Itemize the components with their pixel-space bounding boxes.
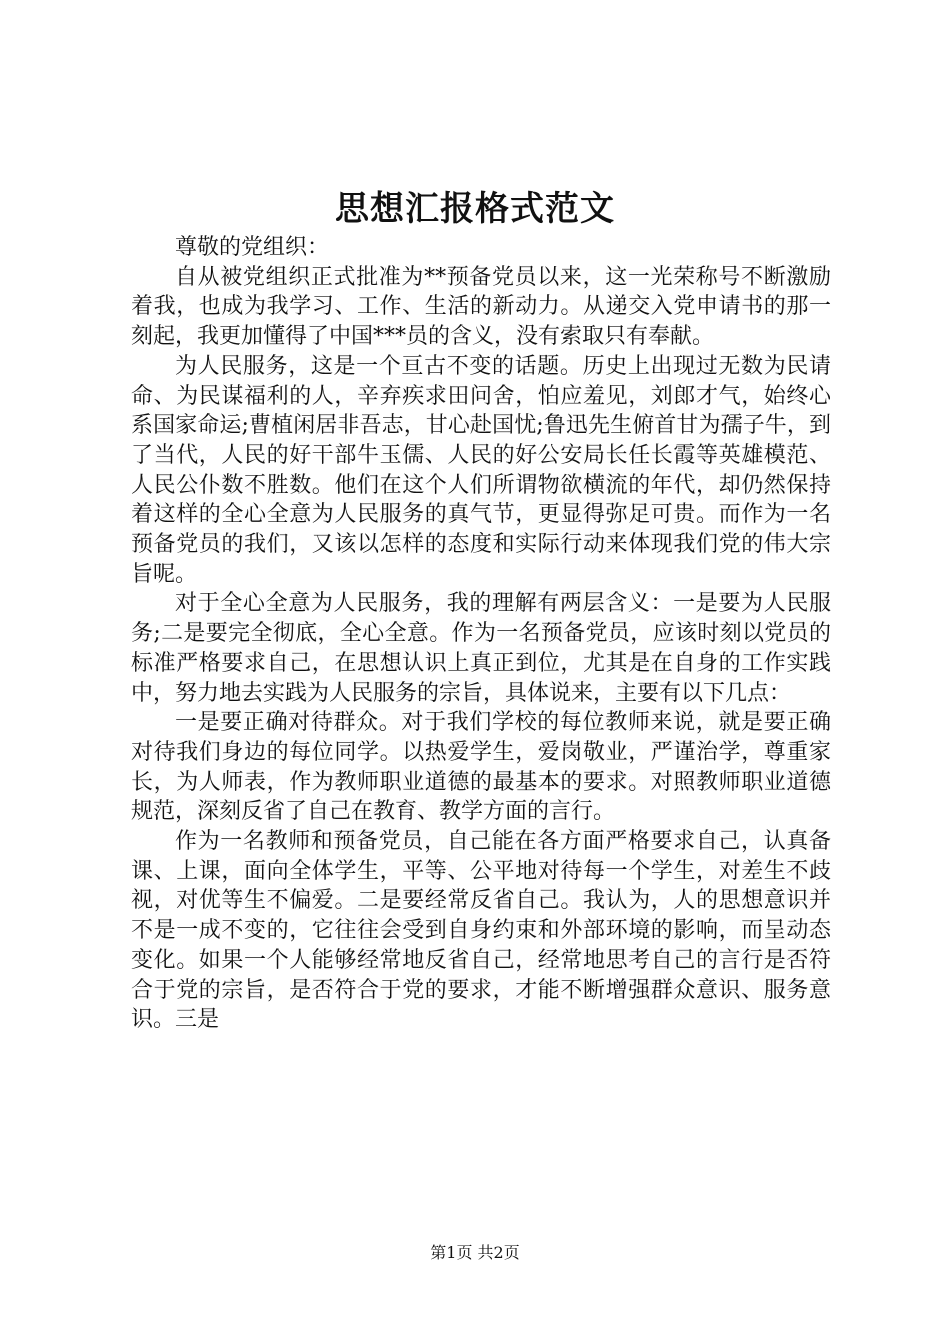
paragraph-2: 为人民服务，这是一个亘古不变的话题。历史上出现过无数为民请命、为民谋福利的人，辛弃疾求田问舍，怕应羞见，刘郎才气，始终心系国家命运;曹植闲居非吾志，甘心赴国忧;鲁迅先生俯首甘为孺子牛，到了当代，人民的好干部牛玉儒、人民的好公安局长任长霞等英雄模范、人民公仆数不胜数。他们在这个人们所谓物欲横流的年代，却仍然保持着这样的全心全意为人民服务的真气节，更显得弥足可贵。而作为一名预备党员的我们，又该以怎样的态度和实际行动来体现我们党的伟大宗旨呢。 bbox=[131, 353, 831, 587]
paragraph-3: 对于全心全意为人民服务，我的理解有两层含义：一是要为人民服务;二是要完全彻底，全心全意。作为一名预备党员，应该时刻以党员的标准严格要求自己，在思想认识上真正到位，尤其是在自身的工作实践中，努力地去实践为人民服务的宗旨，具体说来，主要有以下几点： bbox=[131, 591, 831, 706]
document-title: 思想汇报格式范文 bbox=[335, 189, 615, 229]
page-footer: 第1页 共2页 bbox=[430, 1243, 520, 1262]
paragraph-1: 自从被党组织正式批准为**预备党员以来，这一光荣称号不断激励着我，也成为我学习、工作、生活的新动力。从递交入党申请书的那一刻起，我更加懂得了中国***员的含义，没有索取只有奉献。 bbox=[131, 264, 831, 350]
paragraph-5: 作为一名教师和预备党员，自己能在各方面严格要求自己，认真备课、上课，面向全体学生，平等、公平地对待每一个学生，对差生不歧视，对优等生不偏爱。二是要经常反省自己。我认为，人的思想意识并不是一成不变的，它往往会受到自身约束和外部环境的影响，而呈动态变化。如果一个人能够经常地反省自己，经常地思考自己的言行是否符合于党的宗旨，是否符合于党的要求，才能不断增强群众意识、服务意识。三是 bbox=[131, 829, 831, 1033]
paragraph-4: 一是要正确对待群众。对于我们学校的每位教师来说，就是要正确对待我们身边的每位同学。以热爱学生，爱岗敬业，严谨治学，尊重家长，为人师表，作为教师职业道德的最基本的要求。对照教师职业道德规范，深刻反省了自己在教育、教学方面的言行。 bbox=[131, 710, 831, 825]
salutation: 尊敬的党组织： bbox=[175, 235, 330, 260]
document-body bbox=[131, 233, 831, 1035]
